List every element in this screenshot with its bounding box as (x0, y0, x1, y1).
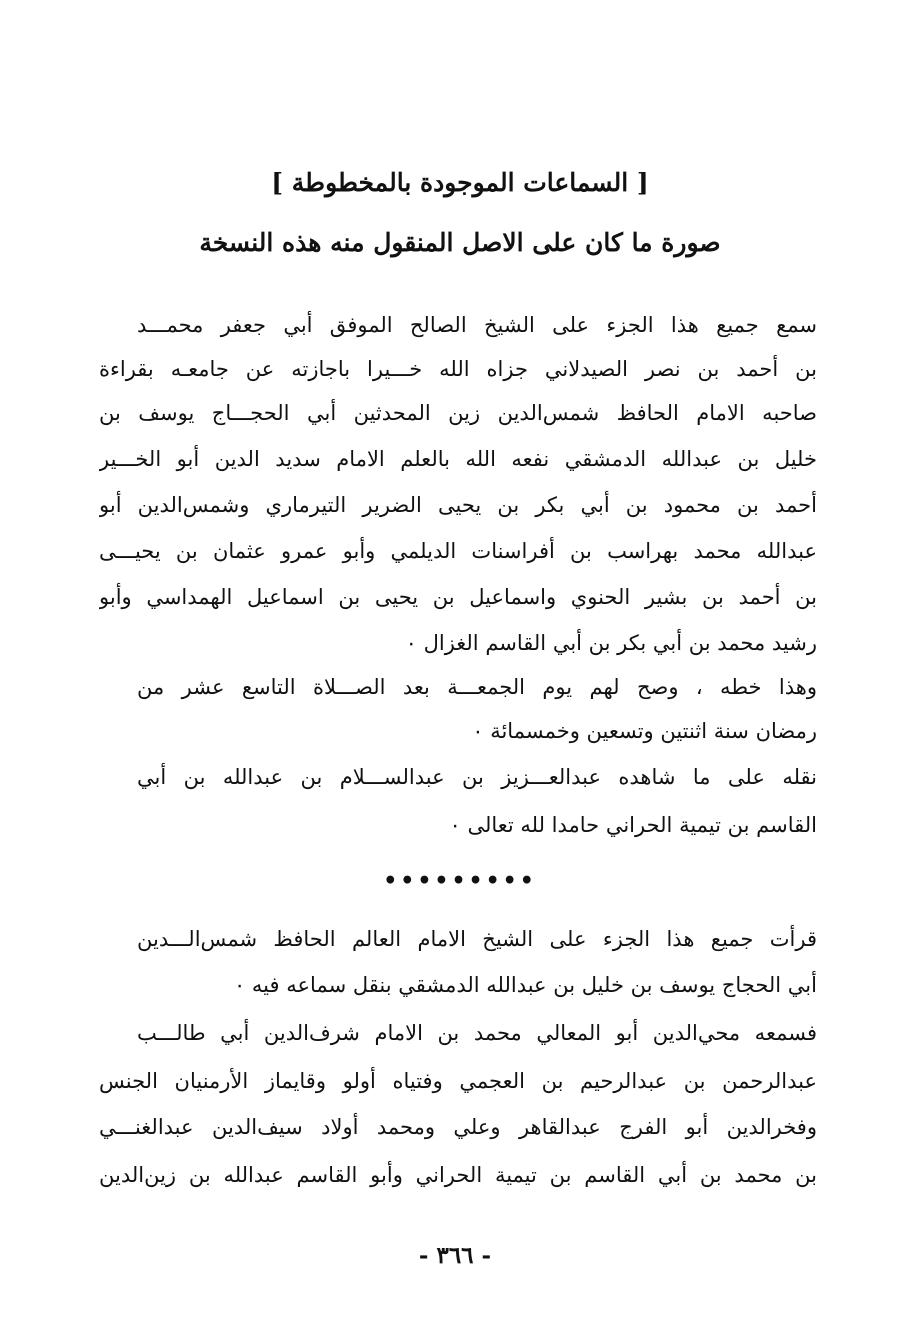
text-line: بن محمد بن أبي القاسم بن تيمية الحراني وأبو القاسم عبدالله بن زين‌الدين (99, 1163, 817, 1187)
text-line: القاسم بن تيمية الحراني حامدا لله تعالى ٠ (449, 813, 817, 837)
text-line: أبي الحجاج يوسف بن خليل بن عبدالله الدمشقي بنقل سماعه فيه ٠ (233, 973, 817, 997)
text-line: خليل بن عبدالله الدمشقي نفعه الله بالعلم الامام سديد الدين أبو الخـــير (99, 447, 817, 471)
text-line: سمع جميع هذا الجزء على الشيخ الصالح الموفق أبي جعفر محمـــد (137, 313, 817, 337)
text-line: وفخرالدين أبو الفرج عبدالقاهر وعلي ومحمد أولاد سيف‌الدين عبدالغنـــي (99, 1115, 817, 1139)
text-line: عبدالرحمن بن عبدالرحيم بن العجمي وفتياه أولو وقايماز الأرمنيان الجنس (99, 1069, 817, 1093)
text-line: رشيد محمد بن أبي بكر بن أبي القاسم الغزال ٠ (405, 631, 817, 655)
section-heading: [ السماعات الموجودة بالمخطوطة ] (271, 168, 649, 197)
text-line: نقله على ما شاهده عبدالعـــزيز بن عبدالســـلام بن عبدالله بن أبي (137, 765, 817, 789)
text-line: رمضان سنة اثنتين وتسعين وخمسمائة ٠ (472, 719, 817, 743)
text-line: فسمعه محي‌الدين أبو المعالي محمد بن الامام شرف‌الدين أبي طالـــب (137, 1021, 817, 1045)
page-number: - ٣٦٦ - (418, 1242, 492, 1269)
section-separator: ••••••••• (383, 868, 537, 894)
section-subheading: صورة ما كان على الاصل المنقول منه هذه النسخة (199, 228, 721, 257)
text-line: بن أحمد بن بشير الحنوي واسماعيل بن يحيى بن اسماعيل الهمداسي وأبو (99, 585, 817, 609)
text-line: صاحبه الامام الحافظ شمس‌الدين زين المحدثين أبي الحجـــاج يوسف بن (99, 401, 817, 425)
text-line: وهذا خطه ، وصح لهم يوم الجمعـــة بعد الصـــلاة التاسع عشر من (137, 675, 817, 699)
text-line: عبدالله محمد بهراسب بن أفراسنات الديلمي وأبو عمرو عثمان بن يحيـــى (99, 539, 817, 563)
text-line: أحمد بن محمود بن أبي بكر بن يحيى الضرير التيرماري وشمس‌الدين أبو (99, 493, 817, 517)
text-line: بن أحمد بن نصر الصيدلاني جزاه الله خـــيرا باجازته عن جامعـه بقراءة (99, 357, 817, 381)
text-line: قرأت جميع هذا الجزء على الشيخ الامام العالم الحافظ شمس‌الـــدين (137, 927, 817, 951)
